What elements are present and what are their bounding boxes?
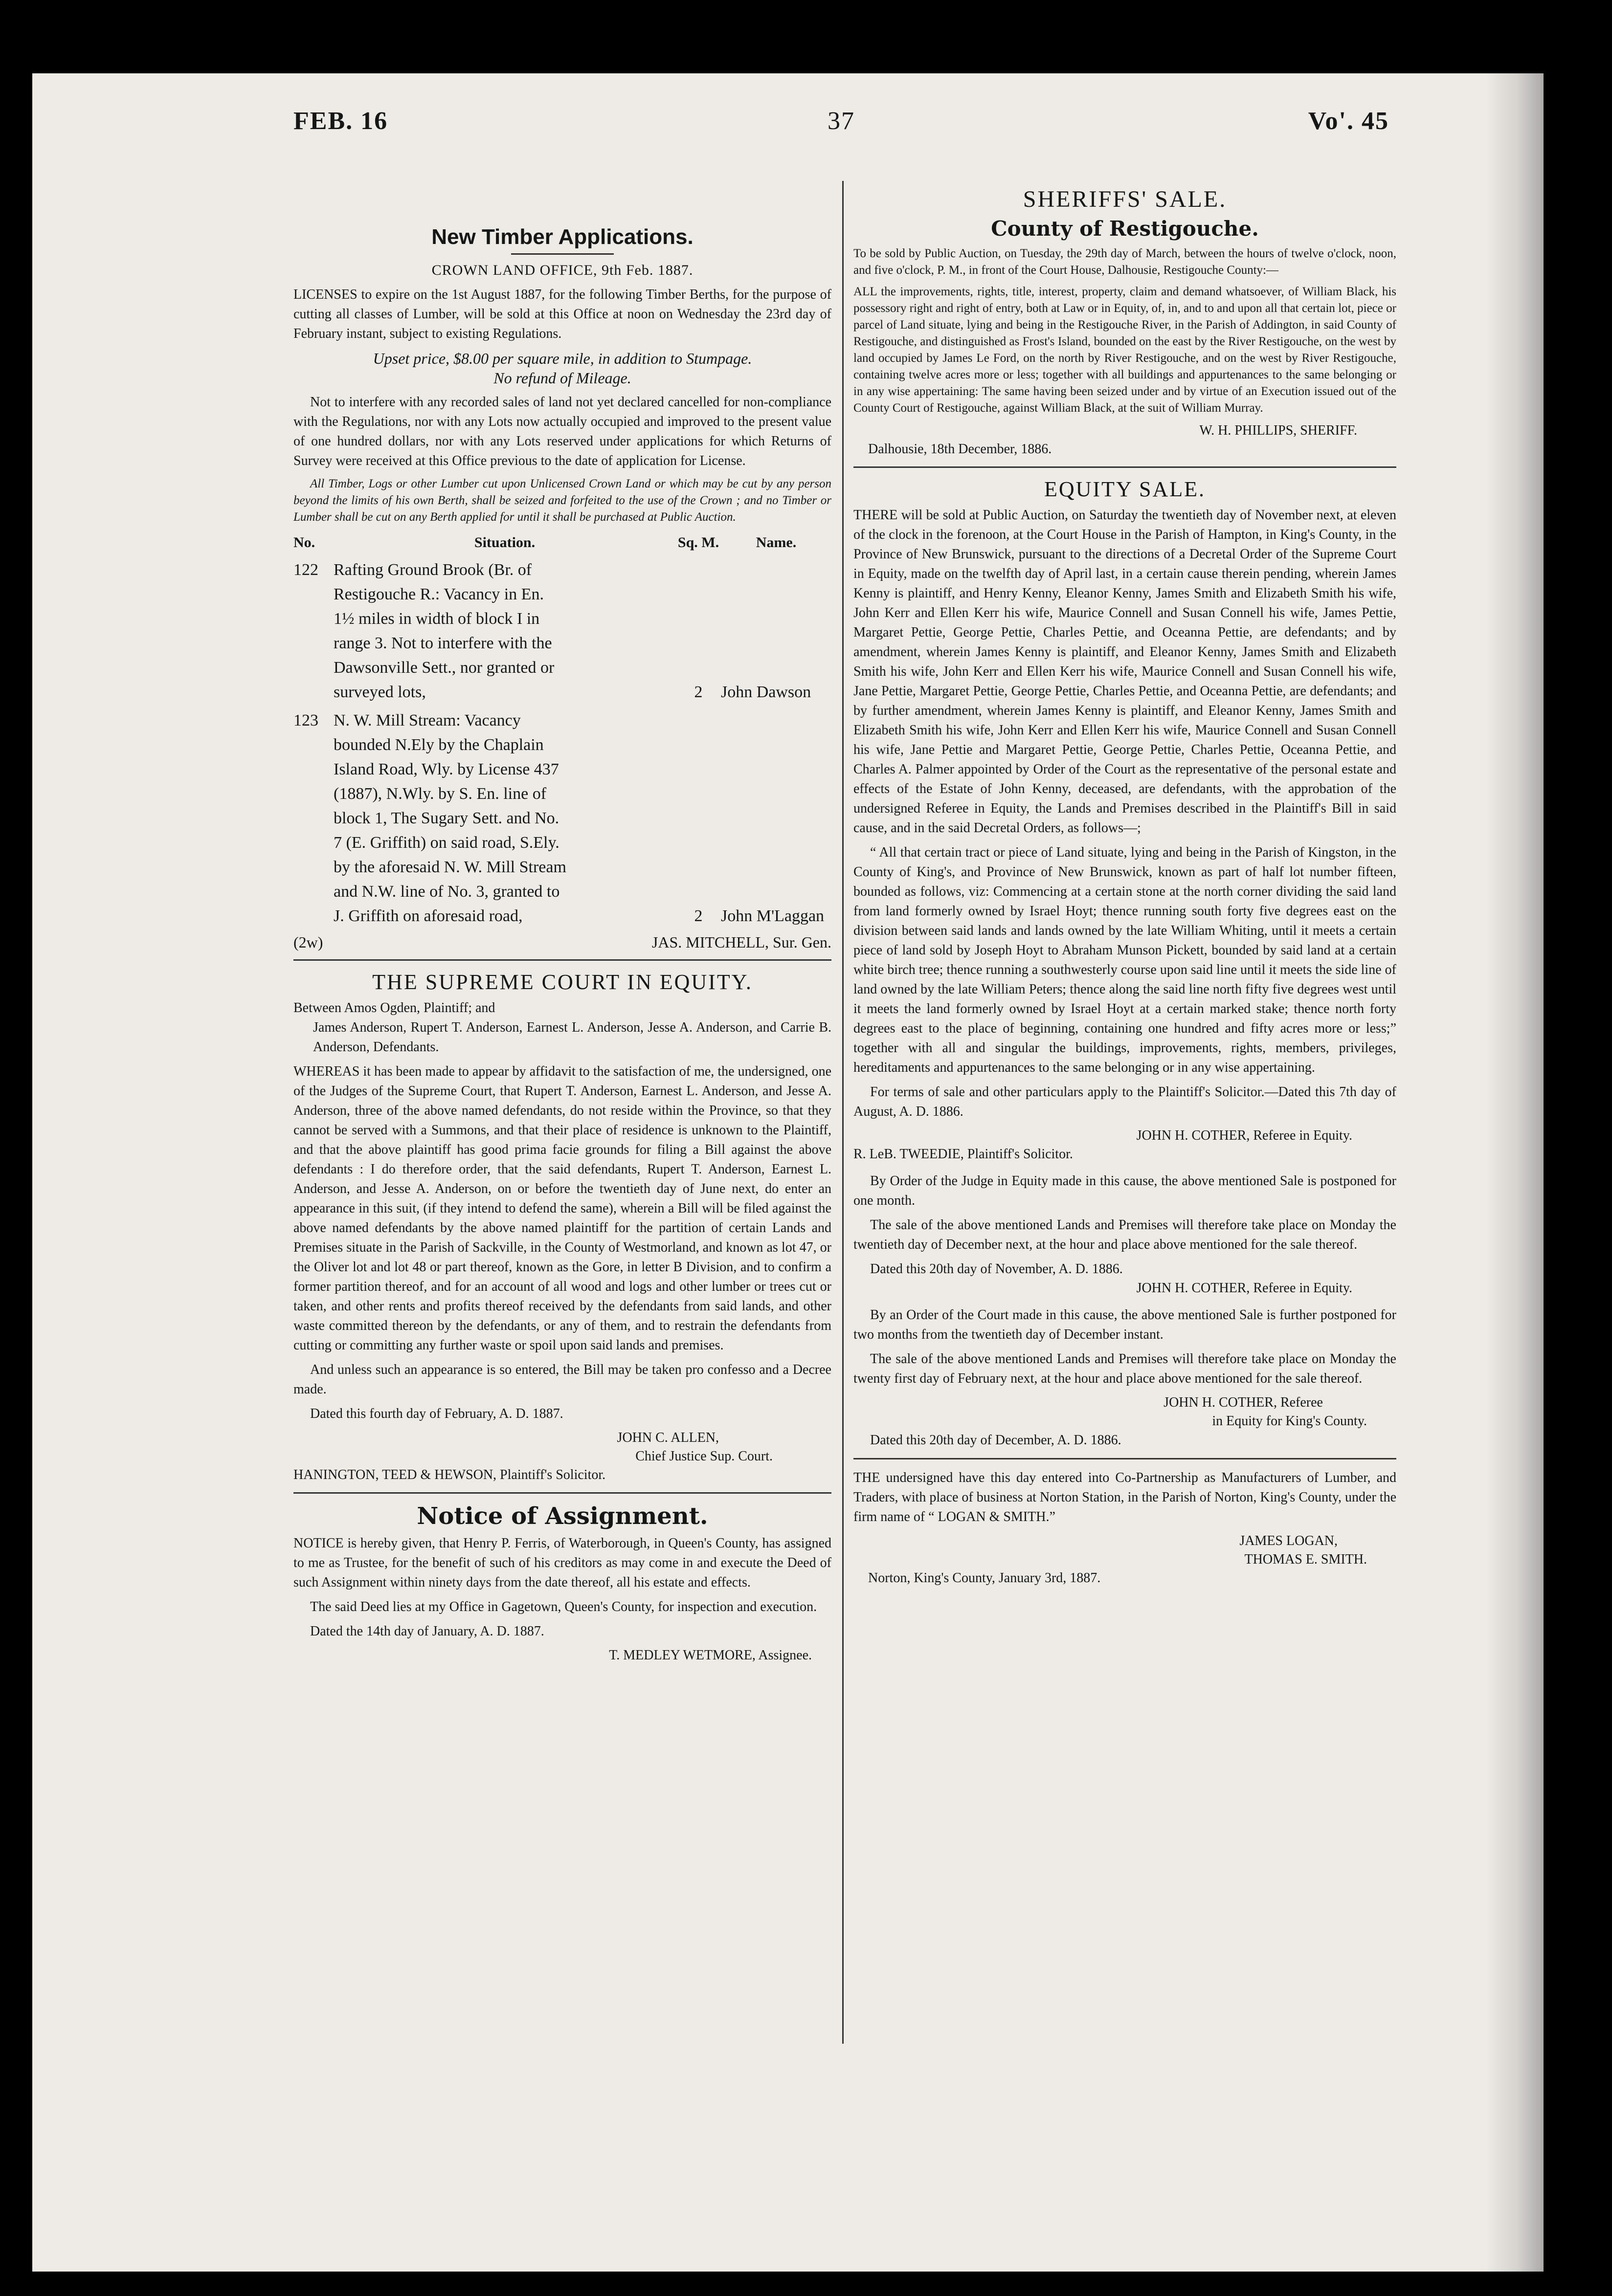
page-edge-shadow: [1485, 73, 1544, 2272]
equity-sale-notice: [853, 477, 1396, 1450]
sheriff-county: County of Restigouche.: [991, 217, 1259, 241]
partnership-body: THE undersigned have this day entered into Co-Partnership as Manufacturers of Lumber, and Traders, with place of business at Norton Station, in the Parish of Norton, King's County, under the firm name of “ LOGAN & SMITH.”: [853, 1470, 1396, 1524]
supreme-sig-title: Chief Justice Sup. Court.: [635, 1449, 773, 1464]
timber-office-line: CROWN LAND OFFICE, 9th Feb. 1887.: [431, 262, 694, 278]
left-column: [293, 225, 831, 1665]
equity-postpone-1: By Order of the Judge in Equity made in this cause, the above mentioned Sale is postponed for one month.: [853, 1173, 1396, 1208]
timber-applications-notice: [293, 225, 831, 951]
supreme-sig-name: JOHN C. ALLEN,: [617, 1430, 719, 1445]
supreme-body: WHEREAS it has been made to appear by affidavit to the satisfaction of me, the undersigned, one of the Judges of the Supreme Court, that Rupert T. Anderson, Earnest L. Anderson, and Jesse A. Anderson, three of the above named defendants, do not reside within the Province, so that they cannot be served with a Summons, and that their place of residence is unknown to the Plaintiff, and that the above plaintiff has good prima facie grounds for filing a Bill against the above defendants : I do therefore order, that the said defendants, Rupert T. Anderson, Earnest L. Anderson, and Jesse A. Anderson, on or before the twentieth day of June next, do enter an appearance in this suit, (if they intend to defend the same), wherein a Bill will be filed against the above named defendants by the above named plaintiff for the partition of certain Lands and Premises situate in the Parish of Sackville, in the County of Westmorland, and known as lot 47, or the Oliver lot and lot 48 or part thereof, known as the Gore, in letter B Division, and to confirm a former partition thereof, and for an account of all wood and logs and other lumber or trees cut or taken, and other rents and profits thereof received by the defendants from said lands, and other waste committed thereon by the defendants, or any of them, and to restrain the defendants from cutting or committing any further waste or spoil upon said lands and premises.: [293, 1064, 831, 1353]
assignment-title: Notice of Assignment.: [417, 1502, 708, 1530]
supreme-solicitor: HANINGTON, TEED & HEWSON, Plaintiff's Solicitor.: [293, 1467, 606, 1482]
partnership-sig-2: THOMAS E. SMITH.: [1244, 1552, 1367, 1567]
equity-title: EQUITY SALE.: [1044, 477, 1206, 501]
col-header-situation: Situation.: [474, 534, 536, 551]
row-situation: Rafting Ground Brook (Br. of Restigouche R.: Vacancy in En. 1½ miles in width of block I in range 3. Not to interfere with the Dawsonville Sett., nor granted or surveyed lots,: [334, 561, 555, 701]
header-page-number: 37: [828, 107, 855, 135]
partnership-dated: Norton, King's County, January 3rd, 1887.: [868, 1570, 1101, 1586]
sheriffs-sale-notice: [853, 186, 1396, 459]
equity-sig-1: JOHN H. COTHER, Referee in Equity.: [1136, 1128, 1352, 1143]
equity-sig-2: JOHN H. COTHER, Referee in Equity.: [1136, 1280, 1352, 1296]
timber-title: New Timber Applications.: [431, 225, 694, 249]
supreme-court-notice: [293, 970, 831, 1484]
assignment-dated: Dated the 14th day of January, A. D. 1887.: [310, 1624, 544, 1639]
sheriff-body: ALL the improvements, rights, title, interest, property, claim and demand whatsoever, of William Black, his possessory right and right of entry, both at Law or in Equity, of, in, and to and upon all that certain lot, piece or parcel of Land situate, lying and being in the Restigouche River, in the Parish of Addington, in said County of Restigouche, and distinguished as Frost's Island, bounded on the east by the River Restigouche, on the west by land occupied by James Le Ford, on the north by River Restigouche, and on the west by River Restigouche, containing twelve acres more or less; together with all buildings and appurtenances to the same belonging or in any wise appertaining: The same having been seized under and by virtue of an Execution issued out of the County Court of Restigouche, against William Black, at the suit of William Murray.: [853, 285, 1396, 415]
equity-sig-3a: JOHN H. COTHER, Referee: [1164, 1395, 1323, 1410]
equity-solicitor: R. LeB. TWEEDIE, Plaintiff's Solicitor.: [853, 1147, 1073, 1162]
equity-postpone-2: By an Order of the Court made in this cause, the above mentioned Sale is further postponed for two months from the twentieth day of December instant.: [853, 1307, 1396, 1342]
equity-sig-3b: in Equity for King's County.: [1212, 1413, 1367, 1429]
partnership-sig-1: JAMES LOGAN,: [1239, 1533, 1338, 1548]
assignment-body-2: The said Deed lies at my Office in Gagetown, Queen's County, for inspection and execution.: [310, 1599, 817, 1614]
row-sqm: 2: [694, 907, 703, 925]
page-header: [293, 107, 1389, 141]
section-rule: [853, 466, 1396, 468]
header-divider: [842, 181, 844, 220]
supreme-parties-2: James Anderson, Rupert T. Anderson, Earnest L. Anderson, Jesse A. Anderson, and Carrie B. Anderson, Defendants.: [313, 1020, 831, 1055]
supreme-dated: Dated this fourth day of February, A. D. 1887.: [310, 1406, 563, 1421]
sheriff-intro: To be sold by Public Auction, on Tuesday, the 29th day of March, between the hours of twelve o'clock, noon, and five o'clock, P. M., in front of the Court House, Dalhousie, Restigouche County:—: [853, 247, 1396, 277]
title-rule: [511, 253, 614, 255]
timber-signature: [293, 933, 831, 951]
section-rule: [293, 959, 831, 961]
header-date: FEB. 16: [293, 107, 388, 135]
supreme-parties-1: Between Amos Ogden, Plaintiff; and: [293, 1000, 495, 1016]
col-header-no: No.: [293, 534, 315, 551]
table-row: [293, 708, 831, 928]
timber-no-refund: No refund of Mileage.: [493, 369, 631, 387]
equity-postpone-2-dated: Dated this 20th day of December, A. D. 1886.: [870, 1433, 1121, 1448]
timber-sign-left: (2w): [293, 933, 323, 951]
header-volume: Vo'. 45: [1308, 107, 1389, 135]
table-row: [293, 558, 831, 705]
row-no: 123: [293, 711, 318, 729]
supreme-body-2: And unless such an appearance is so entered, the Bill may be taken pro confesso and a Decree made.: [293, 1362, 831, 1397]
partnership-notice: [853, 1468, 1396, 1588]
supreme-title: THE SUPREME COURT IN EQUITY.: [372, 970, 753, 994]
assignment-notice: [293, 1502, 831, 1665]
row-no: 122: [293, 561, 318, 579]
right-column: [853, 186, 1396, 1588]
equity-terms: For terms of sale and other particulars apply to the Plaintiff's Solicitor.—Dated this 7th day of August, A. D. 1886.: [853, 1084, 1396, 1119]
col-header-sqm: Sq. M.: [677, 534, 719, 551]
assignment-signature: T. MEDLEY WETMORE, Assignee.: [609, 1648, 812, 1663]
equity-postpone-1-dated: Dated this 20th day of November, A. D. 1886.: [870, 1261, 1123, 1277]
equity-quote: “ All that certain tract or piece of Land situate, lying and being in the Parish of Kingston, in the County of King's, and Province of New Brunswick, known as part of half lot number fifteen, bounded as follows, viz: Commencing at a certain stone at the north corner dividing the said land from land formerly owned by Israel Hoyt; thence running south forty five degrees east on the division between said lands and lands owned by the late William Whiting, until it meets a certain piece of land sold by Joseph Hoyt to Abraham Munson Pickett, bounded by said land at a certain white birch tree; thence running a southwesterly course upon said line until it meets the side line of land owned by the late William Peters; thence along the said line north fifty five degrees west until it meets the land formerly owned by Israel Hoyt at a certain marked stake; thence north forty degrees east to the place of beginning, containing one hundred and fifty acres more or less;” together with all and singular the buildings, improvements, rights, members, privileges, hereditaments and appurtenances to the same belonging or in any wise appertaining.: [853, 845, 1396, 1075]
equity-body: THERE will be sold at Public Auction, on Saturday the twentieth day of November next, at eleven of the clock in the forenoon, at the Court House in the Parish of Hampton, in King's County, in the Province of New Brunswick, pursuant to the directions of a Decretal Order of the Supreme Court in Equity, made on the twelfth day of April last, in a certain cause therein pending, wherein James Kenny is plaintiff, and Henry Kenny, Eleanor Kenny, James Smith and Elizabeth Smith his wife, John Kerr and Ellen Kerr his wife, Maurice Connell and Susan Connell his wife, James Pettie, Margaret Pettie, George Pettie, Charles Pettie, and Oceanna Pettie, are defendants; and by amendment, wherein James Kenny is plaintiff, and Eleanor Kenny, James Smith and Elizabeth Smith his wife, John Kerr and Ellen Kerr his wife, Maurice Connell and Susan Connell his wife, Jane Pettie, Margaret Pettie, George Pettie, Charles Pettie, and Oceanna Pettie, are defendants; and by further amendment, wherein James Kenny is plaintiff, and Eleanor Kenny, James Smith and Elizabeth Smith his wife, John Kerr and Ellen Kerr his wife, Maurice Connell and Susan Connell his wife, Jane Pettie and Margaret Pettie, George Pettie, Charles Pettie, Oceanna Pettie, and Charles A. Palmer appointed by Order of the Court as the representative of the personal estate and effects of the Estate of John Kenny, deceased, are defendants, with the approbation of the undersigned Referee in Equity, the Lands and Premises described in the Plaintiff's Bill in said cause, and in the said Decretal Orders, as follows—;: [853, 508, 1396, 836]
sheriff-title: SHERIFFS' SALE.: [1023, 186, 1227, 212]
row-sqm: 2: [694, 683, 703, 701]
table-header: [293, 530, 831, 555]
timber-warning: All Timber, Logs or other Lumber cut upon Unlicensed Crown Land or which may be cut by any person beyond the limits of his own Berth, shall be seized and forfeited to the use of the Crown ; and no Timber or Lumber shall be cut on any Berth applied for until it shall be purchased at Public Auction.: [293, 477, 831, 524]
section-rule: [293, 1492, 831, 1494]
row-name: John Dawson: [721, 683, 811, 701]
timber-berths-table: [293, 530, 831, 928]
timber-sign-right: JAS. MITCHELL, Sur. Gen.: [651, 933, 831, 951]
row-name: John M'Laggan: [721, 907, 825, 925]
sheriff-dated: Dalhousie, 18th December, 1886.: [868, 442, 1052, 457]
timber-intro: LICENSES to expire on the 1st August 1887, for the following Timber Berths, for the purpose of cutting all classes of Lumber, will be sold at this Office at noon on Wednesday the 23rd day of February instant, subject to existing Regulations.: [293, 287, 831, 341]
equity-postpone-2b: The sale of the above mentioned Lands and Premises will therefore take place on Monday the twenty first day of February next, at the hour and place above mentioned for the sale thereof.: [853, 1351, 1396, 1386]
timber-upset-price: Upset price, $8.00 per square mile, in addition to Stumpage.: [373, 350, 752, 367]
row-situation: N. W. Mill Stream: Vacancy bounded N.Ely by the Chaplain Island Road, Wly. by License 437 (1887), N.Wly. by S. En. line of block 1, The Sugary Sett. and No. 7 (E. Griffith) on said road, S.Ely. by the aforesaid N. W. Mill Stream and N.W. line of No. 3, granted to J. Griffith on aforesaid road,: [334, 711, 566, 925]
timber-conditions: Not to interfere with any recorded sales of land not yet declared cancelled for non-compliance with the Regulations, nor with any Lots now actually occupied and improved to the present value of one hundred dollars, nor with any Lots reserved under applications for which Returns of Survey were received at this Office previous to the date of application for License.: [293, 395, 831, 468]
sheriff-signature: W. H. PHILLIPS, SHERIFF.: [1199, 423, 1357, 438]
col-header-name: Name.: [756, 534, 797, 551]
column-divider: [842, 215, 844, 2044]
equity-postpone-1b: The sale of the above mentioned Lands and Premises will therefore take place on Monday the twentieth day of December next, at the hour and place above mentioned for the sale thereof.: [853, 1217, 1396, 1252]
assignment-body: NOTICE is hereby given, that Henry P. Ferris, of Waterborough, in Queen's County, has assigned to me as Trustee, for the benefit of such of his creditors as may come in and execute the Deed of such Assignment within ninety days from the date thereof, all his estate and effects.: [293, 1536, 831, 1590]
section-rule: [853, 1458, 1396, 1459]
